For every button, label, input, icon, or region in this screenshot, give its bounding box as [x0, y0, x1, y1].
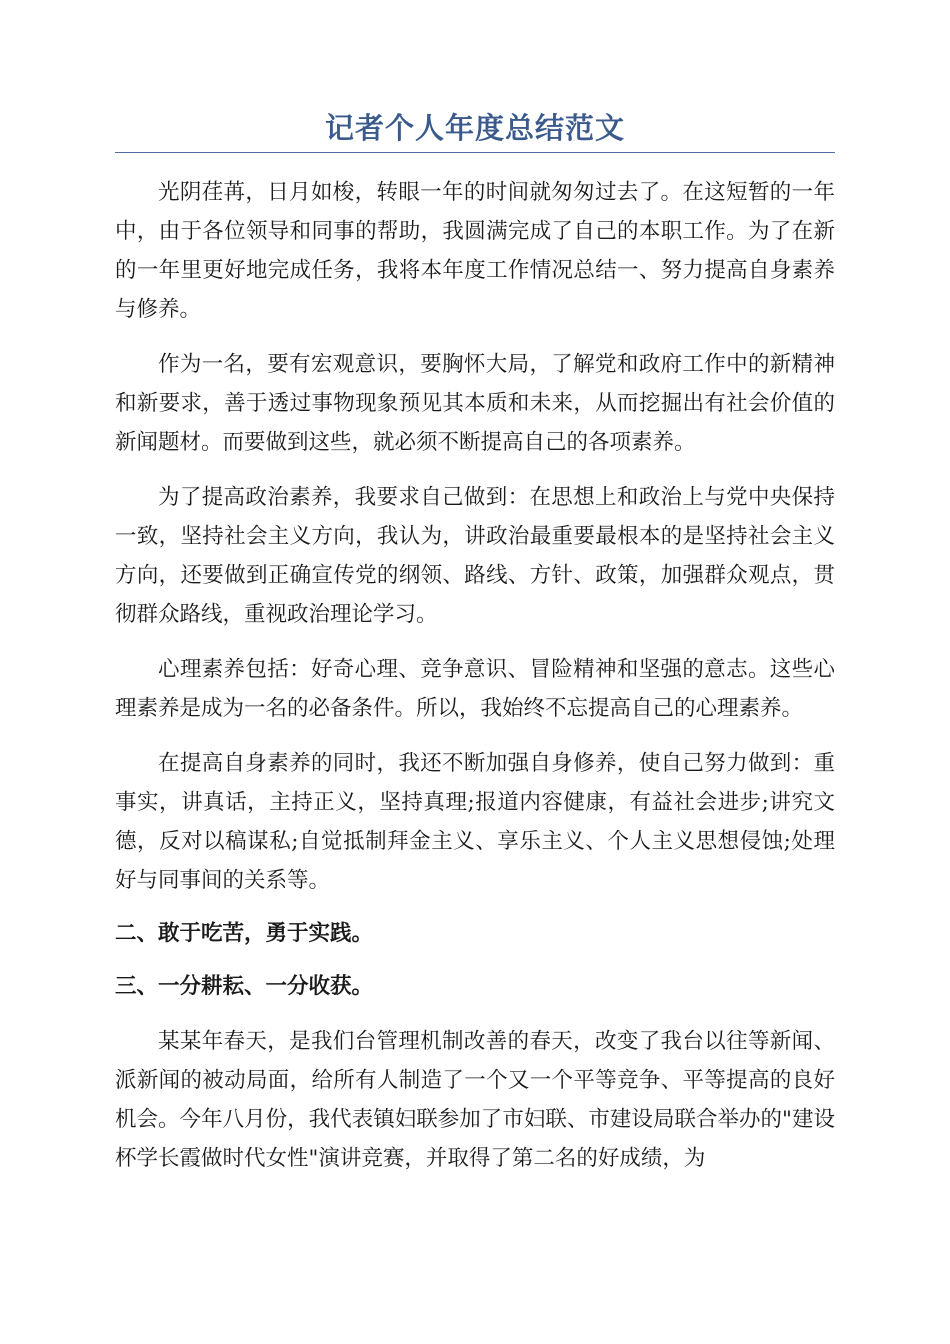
paragraph-political: 为了提高政治素养，我要求自己做到：在思想上和政治上与党中央保持一致，坚持社会主义方向，我认为，讲政治最重要最根本的是坚持社会主义方向，还要做到正确宣传党的纲领、路线、方针、政策，加强群众观点，贯彻群众路线，重视政治理论学习。 — [115, 485, 835, 627]
paragraph-awareness: 作为一名，要有宏观意识，要胸怀大局，了解党和政府工作中的新精神和新要求，善于透过事物现象预见其本质和未来，从而挖掘出有社会价值的新闻题材。而要做到这些，就必须不断提高自己的各项素养。 — [115, 352, 835, 455]
section-heading-3: 三、一分耕耘、一分收获。 — [115, 974, 374, 999]
paragraph-spring: 某某年春天，是我们台管理机制改善的春天，改变了我台以往等新闻、派新闻的被动局面，给所有人制造了一个又一个平等竞争、平等提高的良好机会。今年八月份，我代表镇妇联参加了市妇联、市建设局联合举办的"建设杯学长霞做时代女性"演讲竞赛，并取得了第二名的好成绩，为 — [115, 1029, 835, 1171]
document-title: 记者个人年度总结范文 — [115, 108, 835, 153]
paragraph-psychological: 心理素养包括：好奇心理、竞争意识、冒险精神和坚强的意志。这些心理素养是成为一名的必备条件。所以，我始终不忘提高自己的心理素养。 — [115, 657, 835, 721]
section-heading-2: 二、敢于吃苦，勇于实践。 — [115, 921, 374, 946]
document-page — [115, 108, 835, 1178]
paragraph-self-cultivation: 在提高自身素养的同时，我还不断加强自身修养，使自己努力做到：重事实，讲真话，主持正义，坚持真理;报道内容健康，有益社会进步;讲究文德，反对以稿谋私;自觉抵制拜金主义、享乐主义、个人主义思想侵蚀;处理好与同事间的关系等。 — [115, 751, 835, 893]
paragraph-intro: 光阴荏苒，日月如梭，转眼一年的时间就匆匆过去了。在这短暂的一年中，由于各位领导和同事的帮助，我圆满完成了自己的本职工作。为了在新的一年里更好地完成任务，我将本年度工作情况总结一、努力提高自身素养与修养。 — [115, 180, 835, 322]
